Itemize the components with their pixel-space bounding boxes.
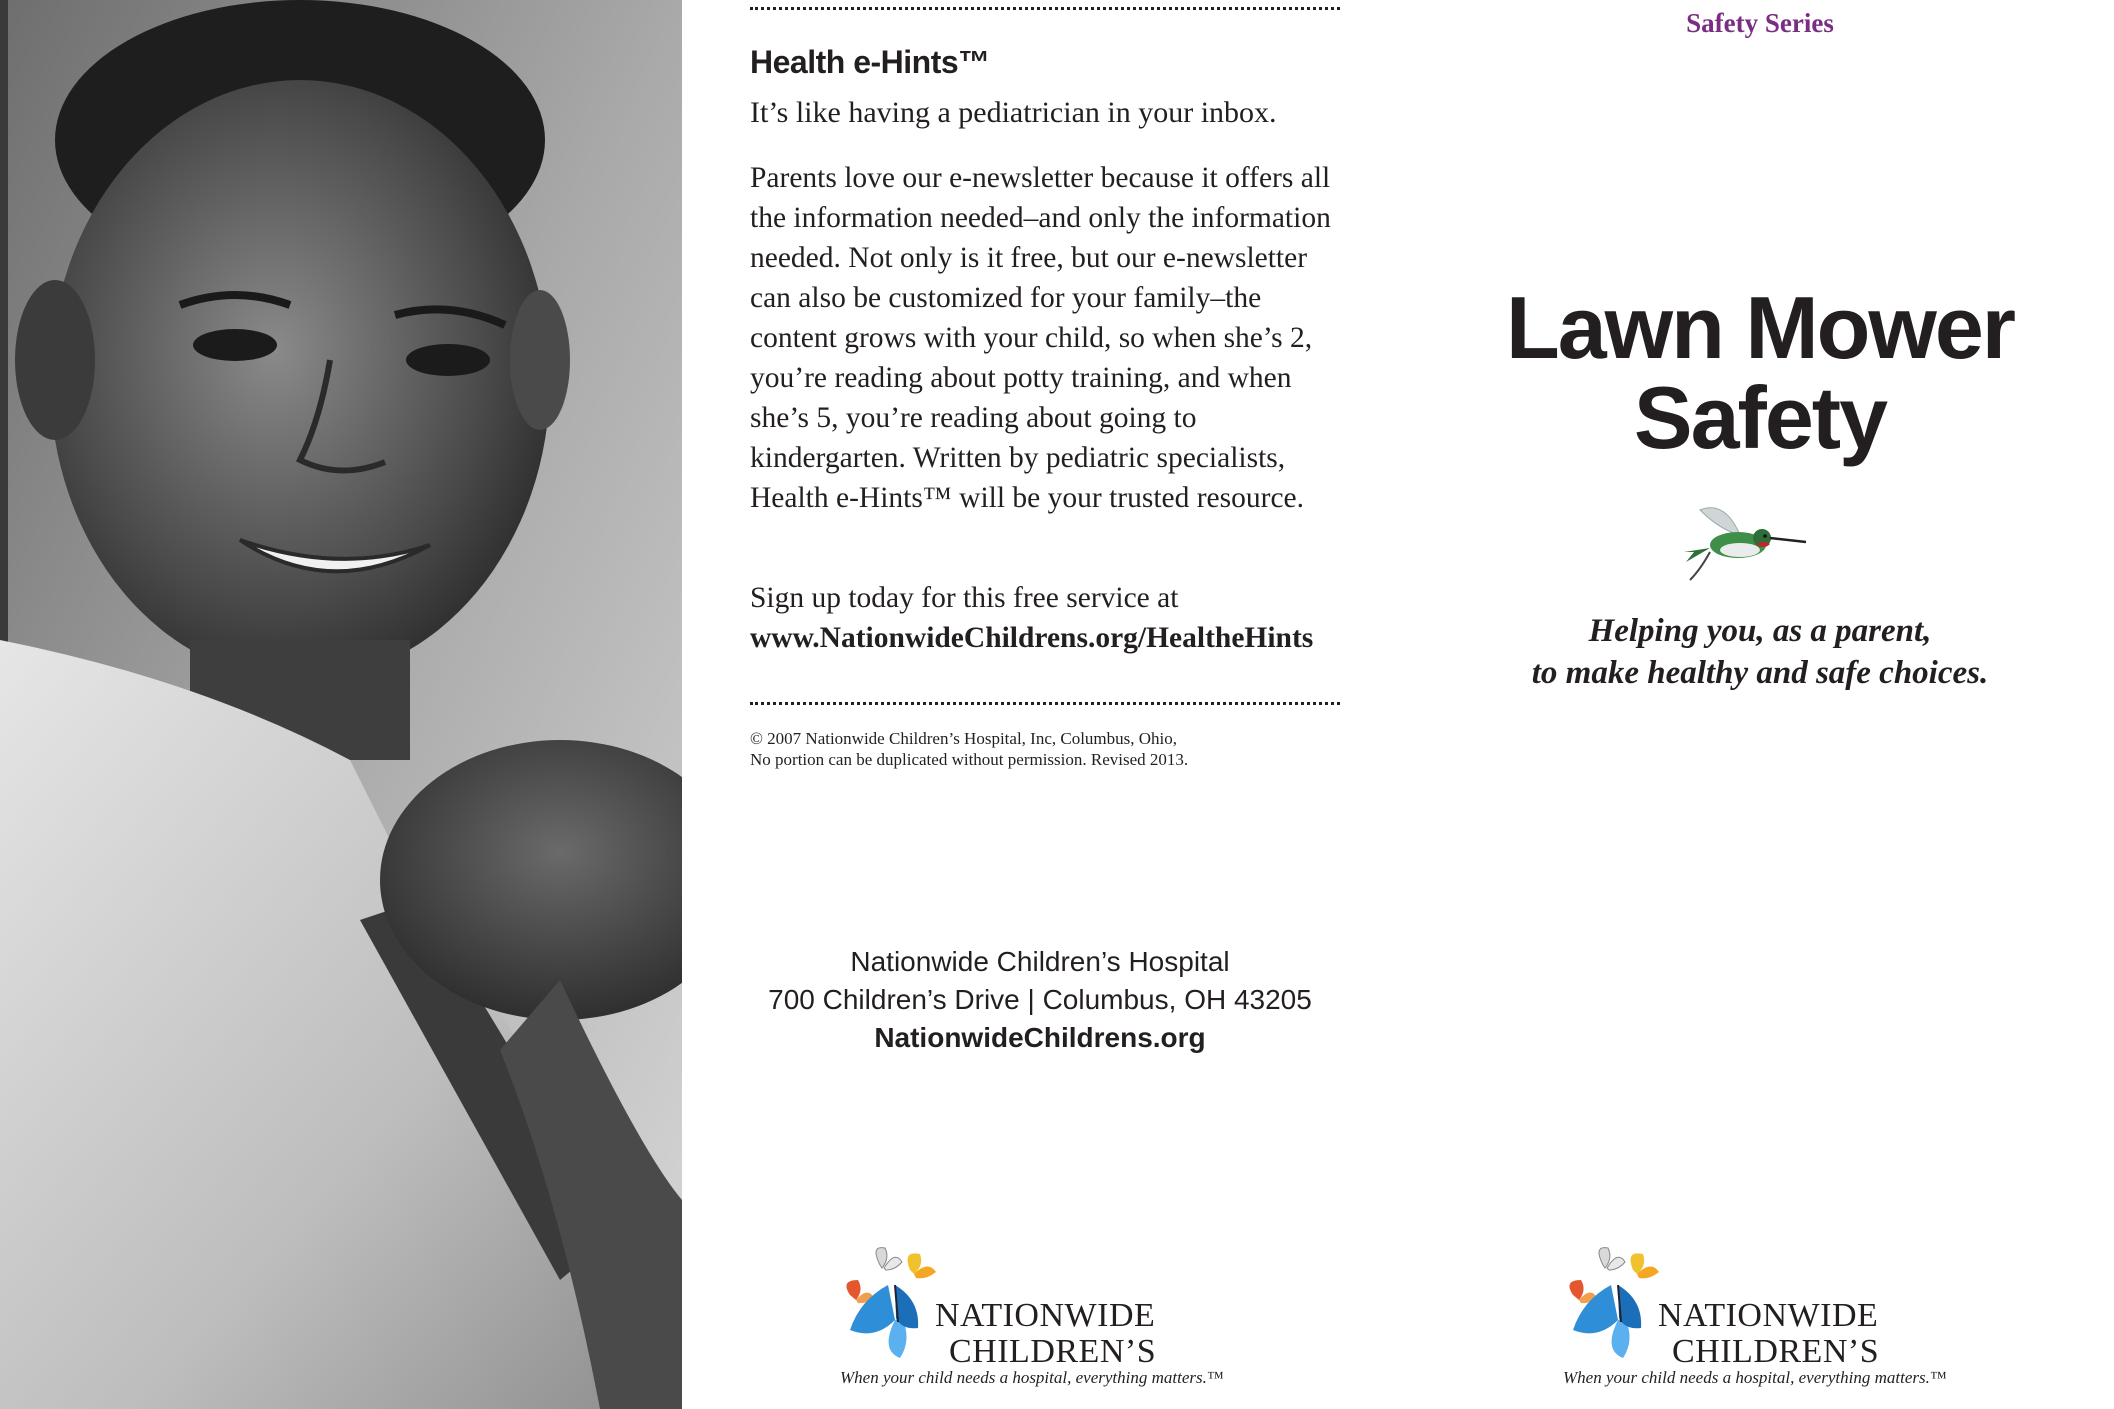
logo-word-childrens: CHILDREN’S [1672, 1333, 1880, 1370]
logo-word-nationwide: NATIONWIDE [935, 1297, 1156, 1334]
photo-illustration [0, 0, 682, 1409]
subtitle-line-2: to make healthy and safe choices. [1531, 655, 1989, 691]
logo-word-nationwide: NATIONWIDE [1658, 1297, 1879, 1334]
ehints-title: Health e-Hints™ [750, 44, 990, 80]
nationwide-childrens-logo-cover [1563, 1240, 1983, 1390]
title-line-1: Lawn Mower [1505, 278, 2015, 377]
logo-wordmark [1658, 1298, 1879, 1370]
logo-word-childrens: CHILDREN’S [949, 1333, 1157, 1370]
top-dotted-divider [750, 7, 1340, 10]
ehints-tagline: It’s like having a pediatrician in your inbox. [750, 96, 1277, 129]
bottom-dotted-divider [750, 702, 1340, 705]
hospital-website[interactable]: NationwideChildrens.org [874, 1022, 1206, 1053]
copyright-line-1: © 2007 Nationwide Children’s Hospital, Inc, Columbus, Ohio, [750, 729, 1178, 748]
copyright-notice [750, 728, 1310, 770]
logo-tagline: When your child needs a hospital, everything matters.™ [1563, 1368, 1947, 1387]
signup-line: Sign up today for this free service at [750, 582, 1179, 614]
subtitle-line-1: Helping you, as a parent, [1588, 613, 1932, 649]
signup-url[interactable]: www.NationwideChildrens.org/HealtheHints [750, 622, 1314, 654]
copyright-line-2: No portion can be duplicated without permission. Revised 2013. [750, 750, 1189, 769]
nationwide-childrens-logo [840, 1240, 1260, 1390]
hospital-name: Nationwide Children’s Hospital [850, 946, 1230, 977]
cover-photo-boy [0, 0, 682, 1409]
butterflies-icon [840, 1240, 940, 1370]
butterflies-icon [1563, 1240, 1663, 1370]
logo-tagline: When your child needs a hospital, everything matters.™ [840, 1368, 1224, 1387]
hospital-street: 700 Children’s Drive | Columbus, OH 43205 [768, 984, 1312, 1015]
brochure-title [1430, 278, 2090, 467]
ehints-body: Parents love our e-newsletter because it offers all the information needed–and only the information needed. Not only is it free, but our e-newsletter can also be customized for your family–the content grows with your child, so when she’s 2, you’re reading about potty training, and when she’s 5, you’re reading about going to kindergarten. Written by pediatric specialists, Health e-Hints™ will be your trusted resource. [750, 162, 1331, 514]
series-label: Safety Series [1686, 8, 1834, 38]
cover-subtitle [1430, 610, 2090, 694]
title-line-2: Safety [1633, 368, 1887, 467]
hummingbird-icon [1680, 500, 1810, 585]
logo-wordmark [935, 1298, 1156, 1370]
